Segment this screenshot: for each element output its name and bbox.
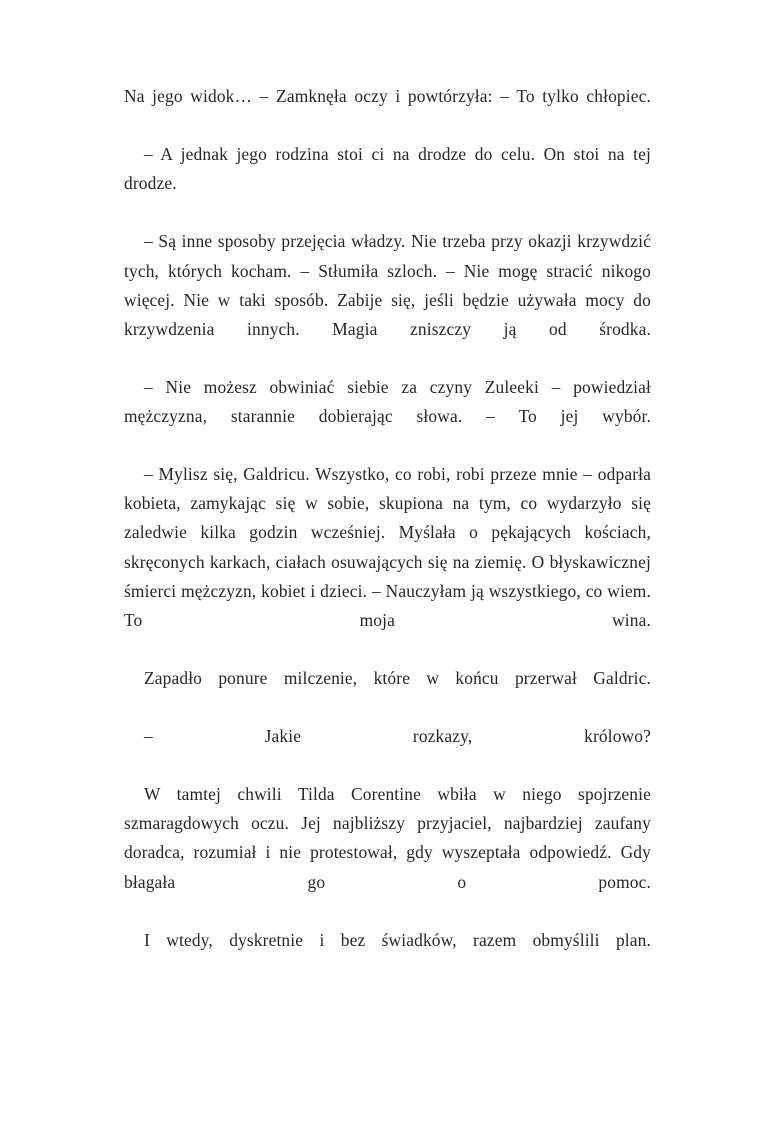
- paragraph-7: – Jakie rozkazy, królowo?: [144, 726, 651, 747]
- paragraph-3: – Są inne sposoby przejęcia władzy. Nie trzeba przy okazji krzywdzić tych, których kocham. – Stłumiła szloch. – Nie mogę stracić nikogo więcej. Nie w taki sposób. Zabije się, jeśli będzie używała mocy do krzywdzenia innych. Magia zniszczy ją od środka.: [124, 231, 651, 339]
- page-footer-blank-area: [0, 836, 760, 1136]
- paragraph-6: Zapadło ponure milczenie, które w końcu przerwał Galdric.: [144, 667, 651, 688]
- paragraph-8: W tamtej chwili Tilda Corentine wbiła w niego spojrzenie szmaragdowych oczu. Jej najbliższy przyjaciel, najbardziej zaufany doradca, rozumiał i nie protestował, gdy wyszeptała odpowiedź. Gdy błagała go o pomoc.: [124, 784, 651, 892]
- paragraph-9: I wtedy, dyskretnie i bez świadków, razem obmyślili plan.: [144, 929, 651, 950]
- paragraph-4: – Nie możesz obwiniać siebie za czyny Zuleeki – powiedział mężczyzna, starannie dobierając słowa. – To jej wybór.: [124, 376, 651, 427]
- paragraph-5: – Mylisz się, Galdricu. Wszystko, co robi, robi przeze mnie – odparła kobieta, zamykając się w sobie, skupiona na tym, co wydarzyło się zaledwie kilka godzin wcześniej. Myślała o pękających kościach, skręconych karkach, ciałach osuwających się na ziemię. O błyskawicznej śmierci mężczyzn, kobiet i dzieci. – Nauczyłam ją wszystkiego, co wiem. To moja wina.: [124, 464, 651, 630]
- paragraph-2: – A jednak jego rodzina stoi ci na drodze do celu. On stoi na tej drodze.: [124, 144, 651, 194]
- paragraph-1: Na jego widok… – Zamknęła oczy i powtórzyła: – To tylko chłopiec.: [124, 86, 651, 106]
